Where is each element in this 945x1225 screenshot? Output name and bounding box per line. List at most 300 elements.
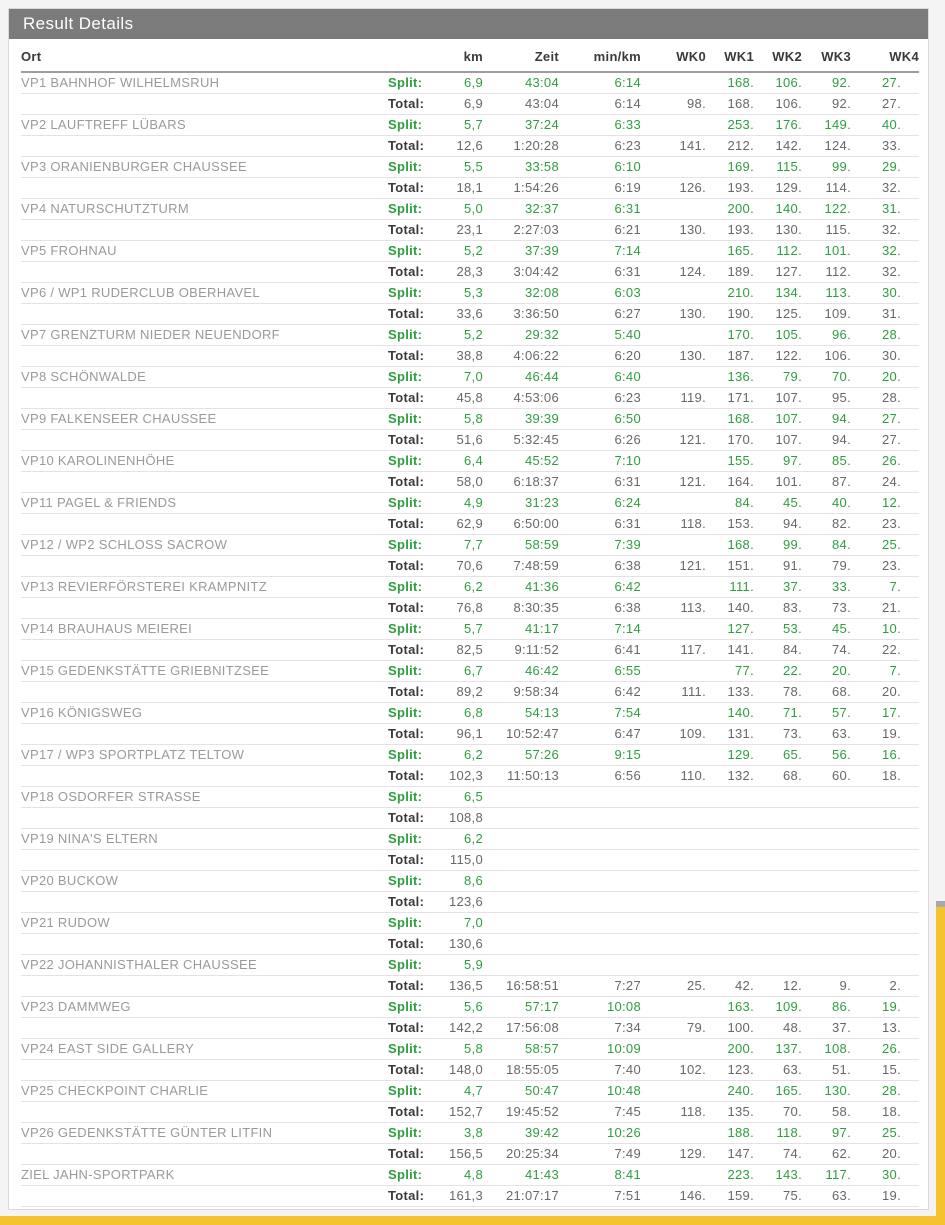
value-cell [641, 199, 706, 220]
table-row-total [21, 682, 919, 703]
table-row-total [21, 514, 919, 535]
value-cell: 168. [706, 94, 754, 115]
value-cell: 91. [754, 556, 802, 577]
value-cell: 140. [754, 199, 802, 220]
value-cell: 38,8 [441, 346, 483, 367]
total-label: Total: [388, 304, 441, 325]
split-label: Split: [388, 829, 441, 850]
value-cell: 12,6 [441, 136, 483, 157]
value-cell: 18. [851, 766, 919, 787]
value-cell: 51,6 [441, 430, 483, 451]
result-table [21, 39, 919, 1207]
value-cell [706, 808, 754, 829]
value-cell: 6:26 [559, 430, 641, 451]
value-cell: 70. [754, 1102, 802, 1123]
value-cell: 156,5 [441, 1144, 483, 1165]
location-cell: VP4 NATURSCHUTZTURM [21, 199, 388, 220]
table-row-split [21, 115, 919, 136]
location-cell: VP17 / WP3 SPORTPLATZ TELTOW [21, 745, 388, 766]
value-cell: 63. [754, 1060, 802, 1081]
value-cell [706, 955, 754, 976]
value-cell: 106. [754, 94, 802, 115]
table-row-total [21, 808, 919, 829]
value-cell: 159. [706, 1186, 754, 1207]
value-cell: 111. [706, 577, 754, 598]
value-cell: 8:41 [559, 1165, 641, 1186]
value-cell: 73. [754, 724, 802, 745]
value-cell: 27. [851, 72, 919, 94]
split-label: Split: [388, 577, 441, 598]
value-cell: 113. [802, 283, 851, 304]
value-cell: 171. [706, 388, 754, 409]
value-cell [802, 808, 851, 829]
table-row-total [21, 850, 919, 871]
value-cell: 7:27 [559, 976, 641, 997]
value-cell: 94. [802, 409, 851, 430]
location-cell [21, 850, 388, 871]
location-cell: VP21 RUDOW [21, 913, 388, 934]
value-cell: 189. [706, 262, 754, 283]
value-cell: 136. [706, 367, 754, 388]
table-row-total [21, 346, 919, 367]
value-cell [851, 913, 919, 934]
value-cell [851, 955, 919, 976]
value-cell: 6:31 [559, 262, 641, 283]
table-row-split [21, 451, 919, 472]
value-cell: 15. [851, 1060, 919, 1081]
location-cell: VP13 REVIERFÖRSTEREI KRAMPNITZ [21, 577, 388, 598]
total-label: Total: [388, 556, 441, 577]
table-row-total [21, 262, 919, 283]
location-cell [21, 808, 388, 829]
value-cell: 112. [754, 241, 802, 262]
value-cell [851, 871, 919, 892]
value-cell: 26. [851, 451, 919, 472]
column-header-ort: Ort [21, 39, 388, 72]
value-cell: 5,3 [441, 283, 483, 304]
table-row-split [21, 661, 919, 682]
value-cell: 176. [754, 115, 802, 136]
total-label: Total: [388, 1102, 441, 1123]
value-cell: 107. [754, 409, 802, 430]
value-cell: 31. [851, 304, 919, 325]
value-cell [641, 850, 706, 871]
split-label: Split: [388, 955, 441, 976]
value-cell [851, 808, 919, 829]
value-cell: 19. [851, 1186, 919, 1207]
table-row-split [21, 577, 919, 598]
value-cell: 8:30:35 [483, 598, 559, 619]
value-cell: 98. [641, 94, 706, 115]
value-cell: 25. [641, 976, 706, 997]
location-cell [21, 388, 388, 409]
value-cell: 127. [706, 619, 754, 640]
value-cell [559, 913, 641, 934]
column-header-wk2: WK2 [754, 39, 802, 72]
value-cell: 130. [641, 346, 706, 367]
table-row-total [21, 178, 919, 199]
value-cell: 115. [802, 220, 851, 241]
location-cell: VP12 / WP2 SCHLOSS SACROW [21, 535, 388, 556]
column-header-km: km [441, 39, 483, 72]
value-cell: 6:19 [559, 178, 641, 199]
table-row-split [21, 199, 919, 220]
table-row-total [21, 1186, 919, 1207]
value-cell: 10:08 [559, 997, 641, 1018]
value-cell [802, 955, 851, 976]
value-cell: 9:15 [559, 745, 641, 766]
column-header-wk0: WK0 [641, 39, 706, 72]
total-label: Total: [388, 850, 441, 871]
value-cell: 3,8 [441, 1123, 483, 1144]
value-cell: 105. [754, 325, 802, 346]
value-cell: 32. [851, 241, 919, 262]
value-cell: 5,2 [441, 241, 483, 262]
value-cell: 130. [802, 1081, 851, 1102]
table-row-total [21, 1060, 919, 1081]
value-cell: 149. [802, 115, 851, 136]
value-cell [483, 829, 559, 850]
value-cell: 57:26 [483, 745, 559, 766]
value-cell: 200. [706, 199, 754, 220]
value-cell: 122. [802, 199, 851, 220]
value-cell: 58:59 [483, 535, 559, 556]
value-cell: 29. [851, 157, 919, 178]
split-label: Split: [388, 703, 441, 724]
value-cell: 6,4 [441, 451, 483, 472]
value-cell: 168. [706, 409, 754, 430]
value-cell: 119. [641, 388, 706, 409]
value-cell: 19. [851, 724, 919, 745]
value-cell: 94. [754, 514, 802, 535]
value-cell: 5,5 [441, 157, 483, 178]
value-cell: 125. [754, 304, 802, 325]
table-row-split [21, 745, 919, 766]
value-cell [851, 829, 919, 850]
value-cell [483, 913, 559, 934]
value-cell: 112. [802, 262, 851, 283]
value-cell: 6:55 [559, 661, 641, 682]
total-label: Total: [388, 220, 441, 241]
location-cell: VP11 PAGEL & FRIENDS [21, 493, 388, 514]
value-cell: 6:14 [559, 94, 641, 115]
total-label: Total: [388, 472, 441, 493]
result-table-body [21, 72, 919, 1207]
value-cell: 107. [754, 430, 802, 451]
value-cell: 62,9 [441, 514, 483, 535]
value-cell: 153. [706, 514, 754, 535]
value-cell: 84. [754, 640, 802, 661]
value-cell: 187. [706, 346, 754, 367]
location-cell: VP22 JOHANNISTHALER CHAUSSEE [21, 955, 388, 976]
value-cell: 30. [851, 1165, 919, 1186]
value-cell: 7:49 [559, 1144, 641, 1165]
value-cell: 6:23 [559, 388, 641, 409]
location-cell [21, 262, 388, 283]
value-cell [706, 850, 754, 871]
split-label: Split: [388, 661, 441, 682]
table-row-total [21, 1102, 919, 1123]
table-row-split [21, 1039, 919, 1060]
value-cell [559, 787, 641, 808]
value-cell: 79. [754, 367, 802, 388]
value-cell: 100. [706, 1018, 754, 1039]
value-cell [641, 703, 706, 724]
value-cell: 23. [851, 514, 919, 535]
value-cell: 121. [641, 472, 706, 493]
value-cell: 123. [706, 1060, 754, 1081]
value-cell [559, 808, 641, 829]
value-cell: 45,8 [441, 388, 483, 409]
value-cell: 32:37 [483, 199, 559, 220]
total-label: Total: [388, 430, 441, 451]
value-cell: 6,9 [441, 72, 483, 94]
value-cell [802, 871, 851, 892]
value-cell: 111. [641, 682, 706, 703]
value-cell: 24. [851, 472, 919, 493]
value-cell: 133. [706, 682, 754, 703]
value-cell: 45. [754, 493, 802, 514]
total-label: Total: [388, 682, 441, 703]
value-cell: 32:08 [483, 283, 559, 304]
location-cell [21, 94, 388, 115]
value-cell: 140. [706, 703, 754, 724]
value-cell: 5,7 [441, 115, 483, 136]
value-cell: 37:39 [483, 241, 559, 262]
value-cell: 20. [851, 367, 919, 388]
value-cell: 62. [802, 1144, 851, 1165]
value-cell: 45. [802, 619, 851, 640]
value-cell: 136,5 [441, 976, 483, 997]
value-cell: 26. [851, 1039, 919, 1060]
value-cell: 99. [754, 535, 802, 556]
total-label: Total: [388, 136, 441, 157]
value-cell: 12. [754, 976, 802, 997]
location-cell: VP23 DAMMWEG [21, 997, 388, 1018]
value-cell [641, 787, 706, 808]
table-row-split [21, 367, 919, 388]
location-cell [21, 934, 388, 955]
value-cell: 33:58 [483, 157, 559, 178]
value-cell [641, 115, 706, 136]
split-label: Split: [388, 367, 441, 388]
location-cell [21, 556, 388, 577]
value-cell: 42. [706, 976, 754, 997]
table-row-split [21, 787, 919, 808]
value-cell: 58:57 [483, 1039, 559, 1060]
table-row-split [21, 1165, 919, 1186]
value-cell: 8,6 [441, 871, 483, 892]
value-cell: 6:33 [559, 115, 641, 136]
value-cell: 151. [706, 556, 754, 577]
value-cell: 127. [754, 262, 802, 283]
split-label: Split: [388, 1165, 441, 1186]
value-cell [802, 913, 851, 934]
table-row-total [21, 472, 919, 493]
value-cell: 32. [851, 220, 919, 241]
value-cell: 110. [641, 766, 706, 787]
value-cell: 6:03 [559, 283, 641, 304]
value-cell: 41:17 [483, 619, 559, 640]
value-cell: 169. [706, 157, 754, 178]
value-cell: 101. [754, 472, 802, 493]
column-header-wk4: WK4 [851, 39, 919, 72]
location-cell: VP8 SCHÖNWALDE [21, 367, 388, 388]
value-cell: 43:04 [483, 94, 559, 115]
value-cell [483, 892, 559, 913]
value-cell: 13. [851, 1018, 919, 1039]
split-label: Split: [388, 787, 441, 808]
value-cell [851, 850, 919, 871]
value-cell: 97. [802, 1123, 851, 1144]
value-cell: 223. [706, 1165, 754, 1186]
value-cell [641, 829, 706, 850]
value-cell: 132. [706, 766, 754, 787]
value-cell: 10:26 [559, 1123, 641, 1144]
value-cell: 4:06:22 [483, 346, 559, 367]
total-label: Total: [388, 892, 441, 913]
value-cell: 23. [851, 556, 919, 577]
location-cell: VP26 GEDENKSTÄTTE GÜNTER LITFIN [21, 1123, 388, 1144]
value-cell: 70,6 [441, 556, 483, 577]
value-cell: 77. [706, 661, 754, 682]
value-cell: 4,8 [441, 1165, 483, 1186]
value-cell: 21. [851, 598, 919, 619]
split-label: Split: [388, 1039, 441, 1060]
value-cell: 43:04 [483, 72, 559, 94]
value-cell [706, 787, 754, 808]
value-cell: 6,2 [441, 829, 483, 850]
value-cell [706, 871, 754, 892]
value-cell: 96. [802, 325, 851, 346]
value-cell: 106. [754, 72, 802, 94]
value-cell: 6,8 [441, 703, 483, 724]
total-label: Total: [388, 640, 441, 661]
location-cell [21, 1144, 388, 1165]
value-cell: 5,7 [441, 619, 483, 640]
value-cell: 6,9 [441, 94, 483, 115]
value-cell [754, 892, 802, 913]
value-cell: 6:42 [559, 682, 641, 703]
value-cell [754, 955, 802, 976]
value-cell [754, 934, 802, 955]
value-cell: 141. [706, 640, 754, 661]
value-cell: 137. [754, 1039, 802, 1060]
value-cell: 108,8 [441, 808, 483, 829]
value-cell: 7:39 [559, 535, 641, 556]
value-cell: 253. [706, 115, 754, 136]
value-cell: 99. [802, 157, 851, 178]
location-cell [21, 472, 388, 493]
value-cell [706, 934, 754, 955]
value-cell: 147. [706, 1144, 754, 1165]
value-cell [641, 1081, 706, 1102]
table-row-split [21, 535, 919, 556]
table-row-split [21, 913, 919, 934]
value-cell: 163. [706, 997, 754, 1018]
value-cell: 51. [802, 1060, 851, 1081]
table-row-total [21, 598, 919, 619]
split-label: Split: [388, 283, 441, 304]
value-cell: 33. [851, 136, 919, 157]
split-label: Split: [388, 997, 441, 1018]
value-cell: 115,0 [441, 850, 483, 871]
value-cell: 33. [802, 577, 851, 598]
table-row-total [21, 724, 919, 745]
value-cell [641, 913, 706, 934]
split-label: Split: [388, 1123, 441, 1144]
table-row-total [21, 304, 919, 325]
value-cell [559, 934, 641, 955]
value-cell: 84. [706, 493, 754, 514]
value-cell: 29:32 [483, 325, 559, 346]
value-cell: 23,1 [441, 220, 483, 241]
value-cell [483, 787, 559, 808]
value-cell: 28,3 [441, 262, 483, 283]
table-row-total [21, 766, 919, 787]
value-cell: 63. [802, 724, 851, 745]
location-cell: VP3 ORANIENBURGER CHAUSSEE [21, 157, 388, 178]
value-cell: 200. [706, 1039, 754, 1060]
value-cell [641, 619, 706, 640]
value-cell [641, 1165, 706, 1186]
value-cell [483, 871, 559, 892]
value-cell: 68. [802, 682, 851, 703]
table-row-split [21, 409, 919, 430]
value-cell: 168. [706, 535, 754, 556]
value-cell: 63. [802, 1186, 851, 1207]
split-label: Split: [388, 115, 441, 136]
value-cell: 37. [802, 1018, 851, 1039]
table-row-total [21, 136, 919, 157]
value-cell: 7:34 [559, 1018, 641, 1039]
value-cell [483, 955, 559, 976]
location-cell: VP9 FALKENSEER CHAUSSEE [21, 409, 388, 430]
location-cell [21, 1186, 388, 1207]
total-label: Total: [388, 262, 441, 283]
value-cell [641, 283, 706, 304]
table-row-total [21, 1018, 919, 1039]
location-cell [21, 724, 388, 745]
value-cell: 79. [641, 1018, 706, 1039]
value-cell [641, 955, 706, 976]
value-cell: 96,1 [441, 724, 483, 745]
value-cell [641, 661, 706, 682]
value-cell: 27. [851, 94, 919, 115]
total-label: Total: [388, 388, 441, 409]
value-cell: 18,1 [441, 178, 483, 199]
value-cell: 6,2 [441, 577, 483, 598]
column-header-wk3: WK3 [802, 39, 851, 72]
value-cell: 143. [754, 1165, 802, 1186]
total-label: Total: [388, 976, 441, 997]
total-label: Total: [388, 346, 441, 367]
location-cell [21, 598, 388, 619]
value-cell: 78. [754, 682, 802, 703]
table-row-total [21, 892, 919, 913]
value-cell: 6,2 [441, 745, 483, 766]
value-cell: 6:41 [559, 640, 641, 661]
total-label: Total: [388, 724, 441, 745]
value-cell: 6:20 [559, 346, 641, 367]
value-cell: 6:18:37 [483, 472, 559, 493]
location-cell [21, 304, 388, 325]
value-cell: 7:48:59 [483, 556, 559, 577]
value-cell: 7,7 [441, 535, 483, 556]
value-cell: 48. [754, 1018, 802, 1039]
table-row-split [21, 997, 919, 1018]
value-cell: 7,0 [441, 367, 483, 388]
